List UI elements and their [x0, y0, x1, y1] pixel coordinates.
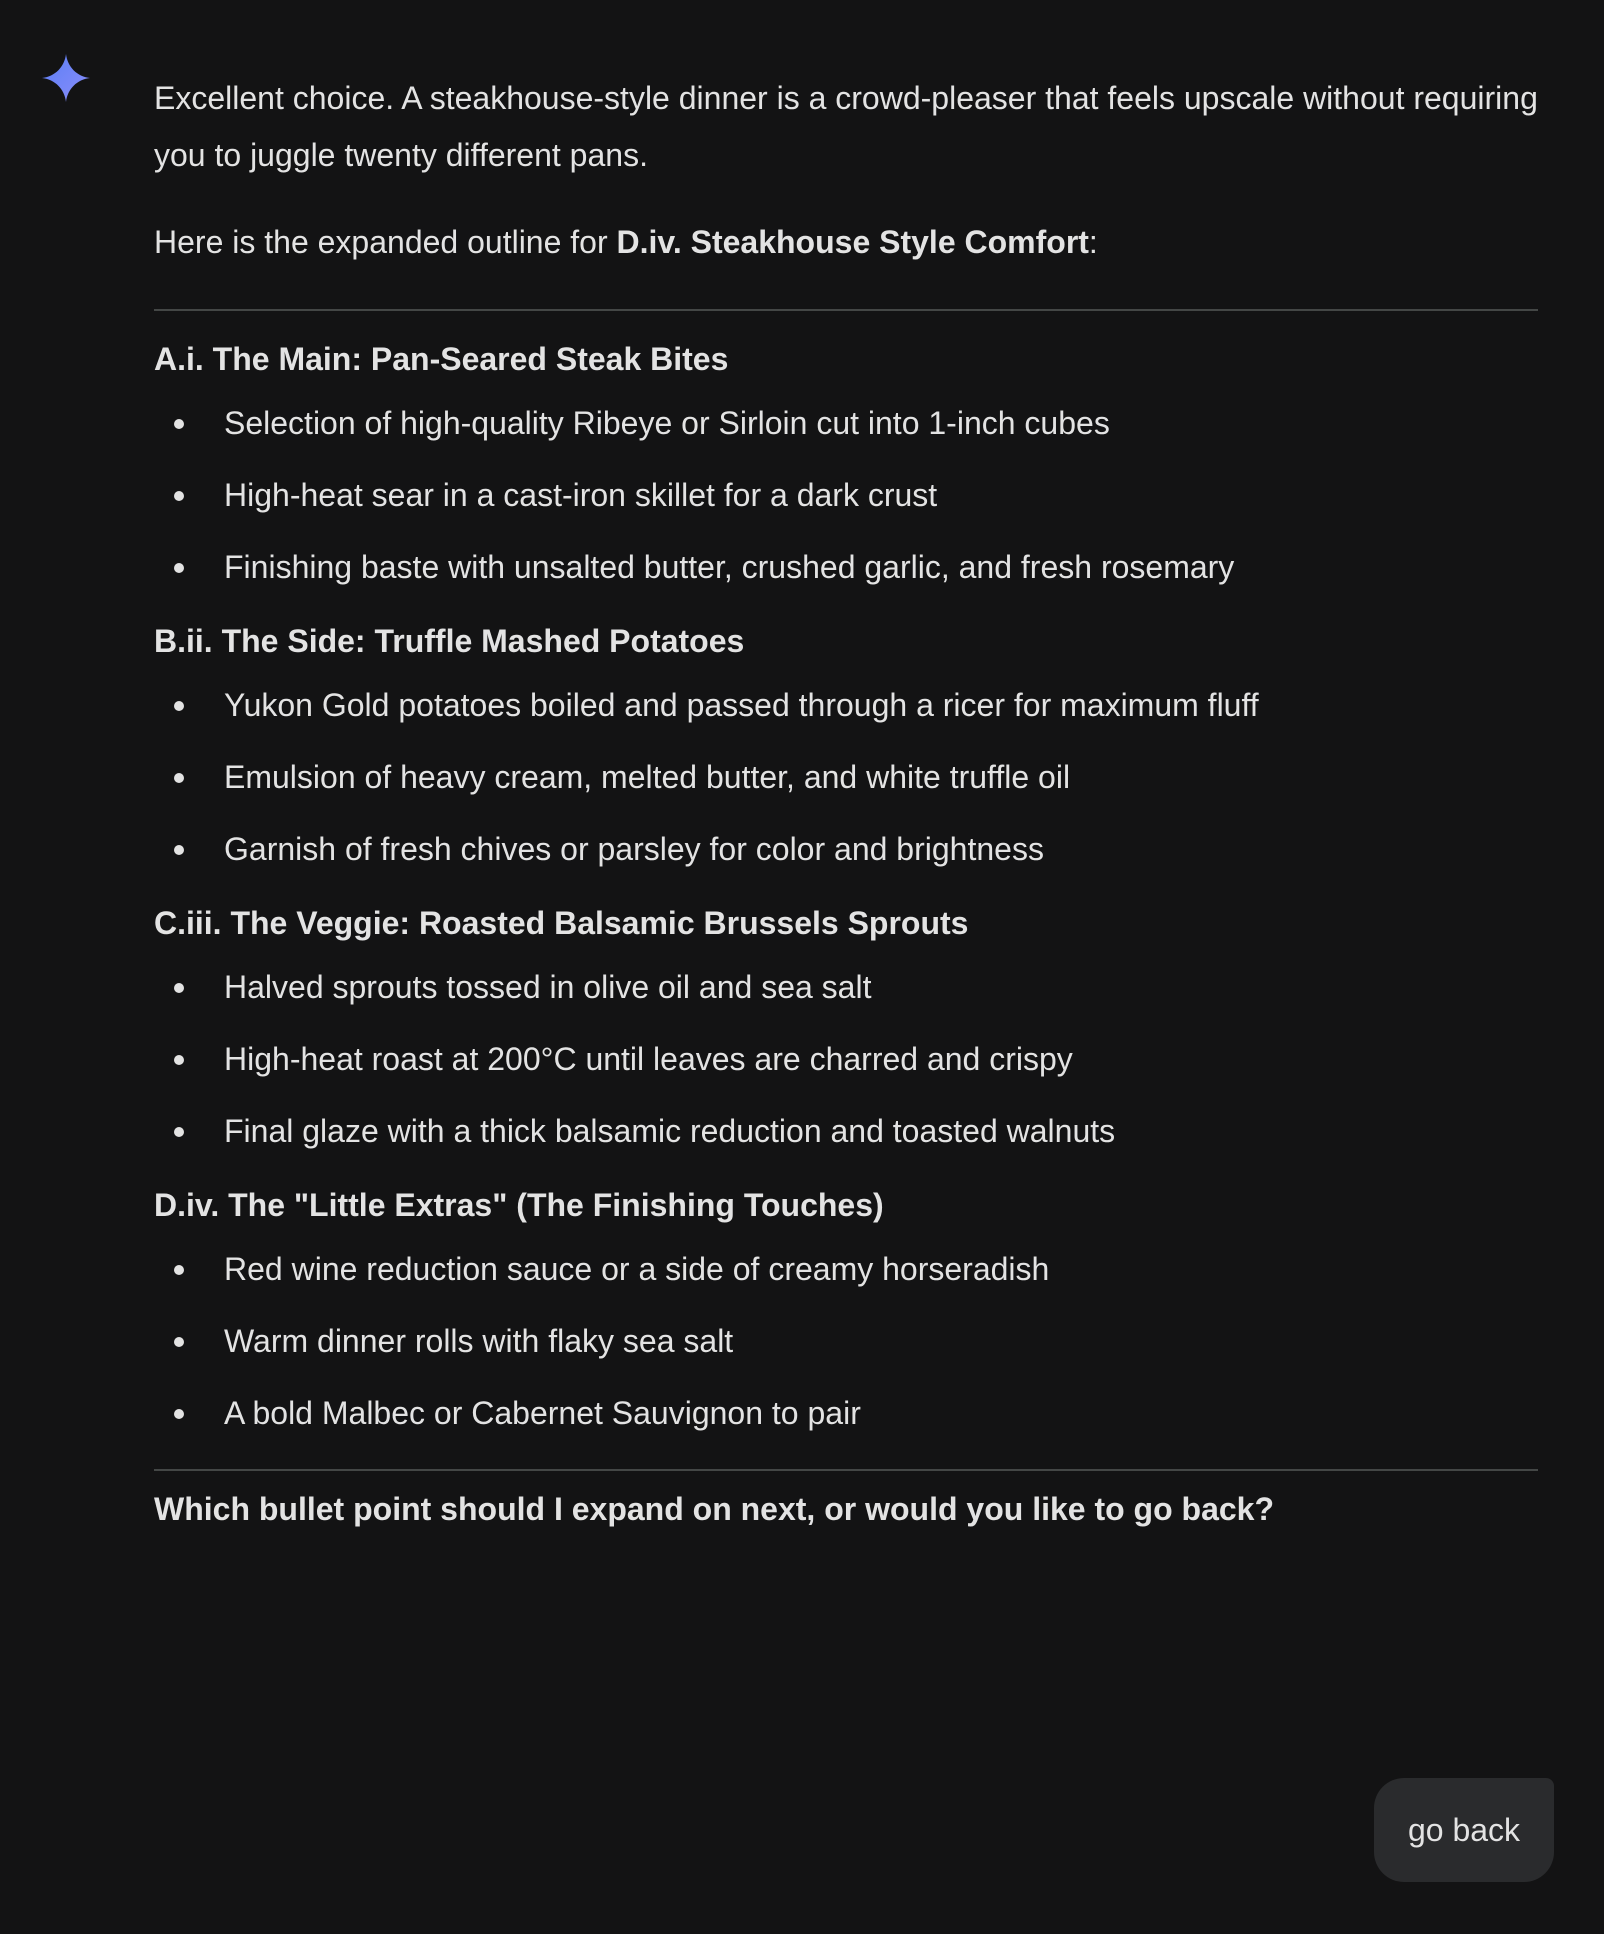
intro-paragraph: Excellent choice. A steakhouse-style dinner is a crowd-pleaser that feels upscale without requiring you to juggle twenty different pans. — [154, 80, 1538, 173]
section-heading: C.iii. The Veggie: Roasted Balsamic Brussels Sprouts — [154, 905, 969, 941]
assistant-response — [154, 70, 1538, 1533]
section-veggie — [154, 899, 1538, 1155]
bullet-icon — [174, 1055, 184, 1065]
section-side — [154, 617, 1538, 873]
closing-question: Which bullet point should I expand on next, or would you like to go back? — [154, 1491, 1275, 1527]
list-item: Final glaze with a thick balsamic reduction and toasted walnuts — [154, 1107, 1538, 1155]
outline-title: D.iv. Steakhouse Style Comfort — [616, 224, 1089, 260]
section-extras — [154, 1181, 1538, 1437]
list-item: High-heat roast at 200°C until leaves are charred and crispy — [154, 1035, 1538, 1083]
list-item: Finishing baste with unsalted butter, crushed garlic, and fresh rosemary — [154, 543, 1538, 591]
list-item: High-heat sear in a cast-iron skillet for a dark crust — [154, 471, 1538, 519]
divider — [154, 1469, 1538, 1471]
bullet-icon — [174, 1265, 184, 1275]
list-item: Yukon Gold potatoes boiled and passed through a ricer for maximum fluff — [154, 681, 1538, 729]
list-item: Emulsion of heavy cream, melted butter, and white truffle oil — [154, 753, 1538, 801]
list-item: Selection of high-quality Ribeye or Sirloin cut into 1-inch cubes — [154, 399, 1538, 447]
section-heading: D.iv. The "Little Extras" (The Finishing Touches) — [154, 1187, 884, 1223]
go-back-message[interactable]: go back — [1374, 1778, 1554, 1882]
bullet-list — [154, 963, 1538, 1155]
list-item: Garnish of fresh chives or parsley for color and brightness — [154, 825, 1538, 873]
bullet-list — [154, 681, 1538, 873]
bullet-icon — [174, 845, 184, 855]
section-main — [154, 335, 1538, 591]
bullet-icon — [174, 1127, 184, 1137]
bullet-list — [154, 399, 1538, 591]
section-heading: A.i. The Main: Pan-Seared Steak Bites — [154, 341, 729, 377]
bullet-icon — [174, 491, 184, 501]
outline-prefix: Here is the expanded outline for — [154, 224, 617, 260]
divider — [154, 309, 1538, 311]
outline-intro — [154, 214, 1538, 271]
list-item: Halved sprouts tossed in olive oil and sea salt — [154, 963, 1538, 1011]
sparkle-icon — [40, 52, 92, 104]
list-item: A bold Malbec or Cabernet Sauvignon to pair — [154, 1389, 1538, 1437]
outline-suffix: : — [1088, 224, 1098, 260]
bullet-icon — [174, 1337, 184, 1347]
bullet-icon — [174, 1409, 184, 1419]
bullet-list — [154, 1245, 1538, 1437]
bullet-icon — [174, 983, 184, 993]
list-item: Red wine reduction sauce or a side of creamy horseradish — [154, 1245, 1538, 1293]
bullet-icon — [174, 563, 184, 573]
section-heading: B.ii. The Side: Truffle Mashed Potatoes — [154, 623, 745, 659]
bullet-icon — [174, 419, 184, 429]
bullet-icon — [174, 773, 184, 783]
list-item: Warm dinner rolls with flaky sea salt — [154, 1317, 1538, 1365]
bullet-icon — [174, 701, 184, 711]
